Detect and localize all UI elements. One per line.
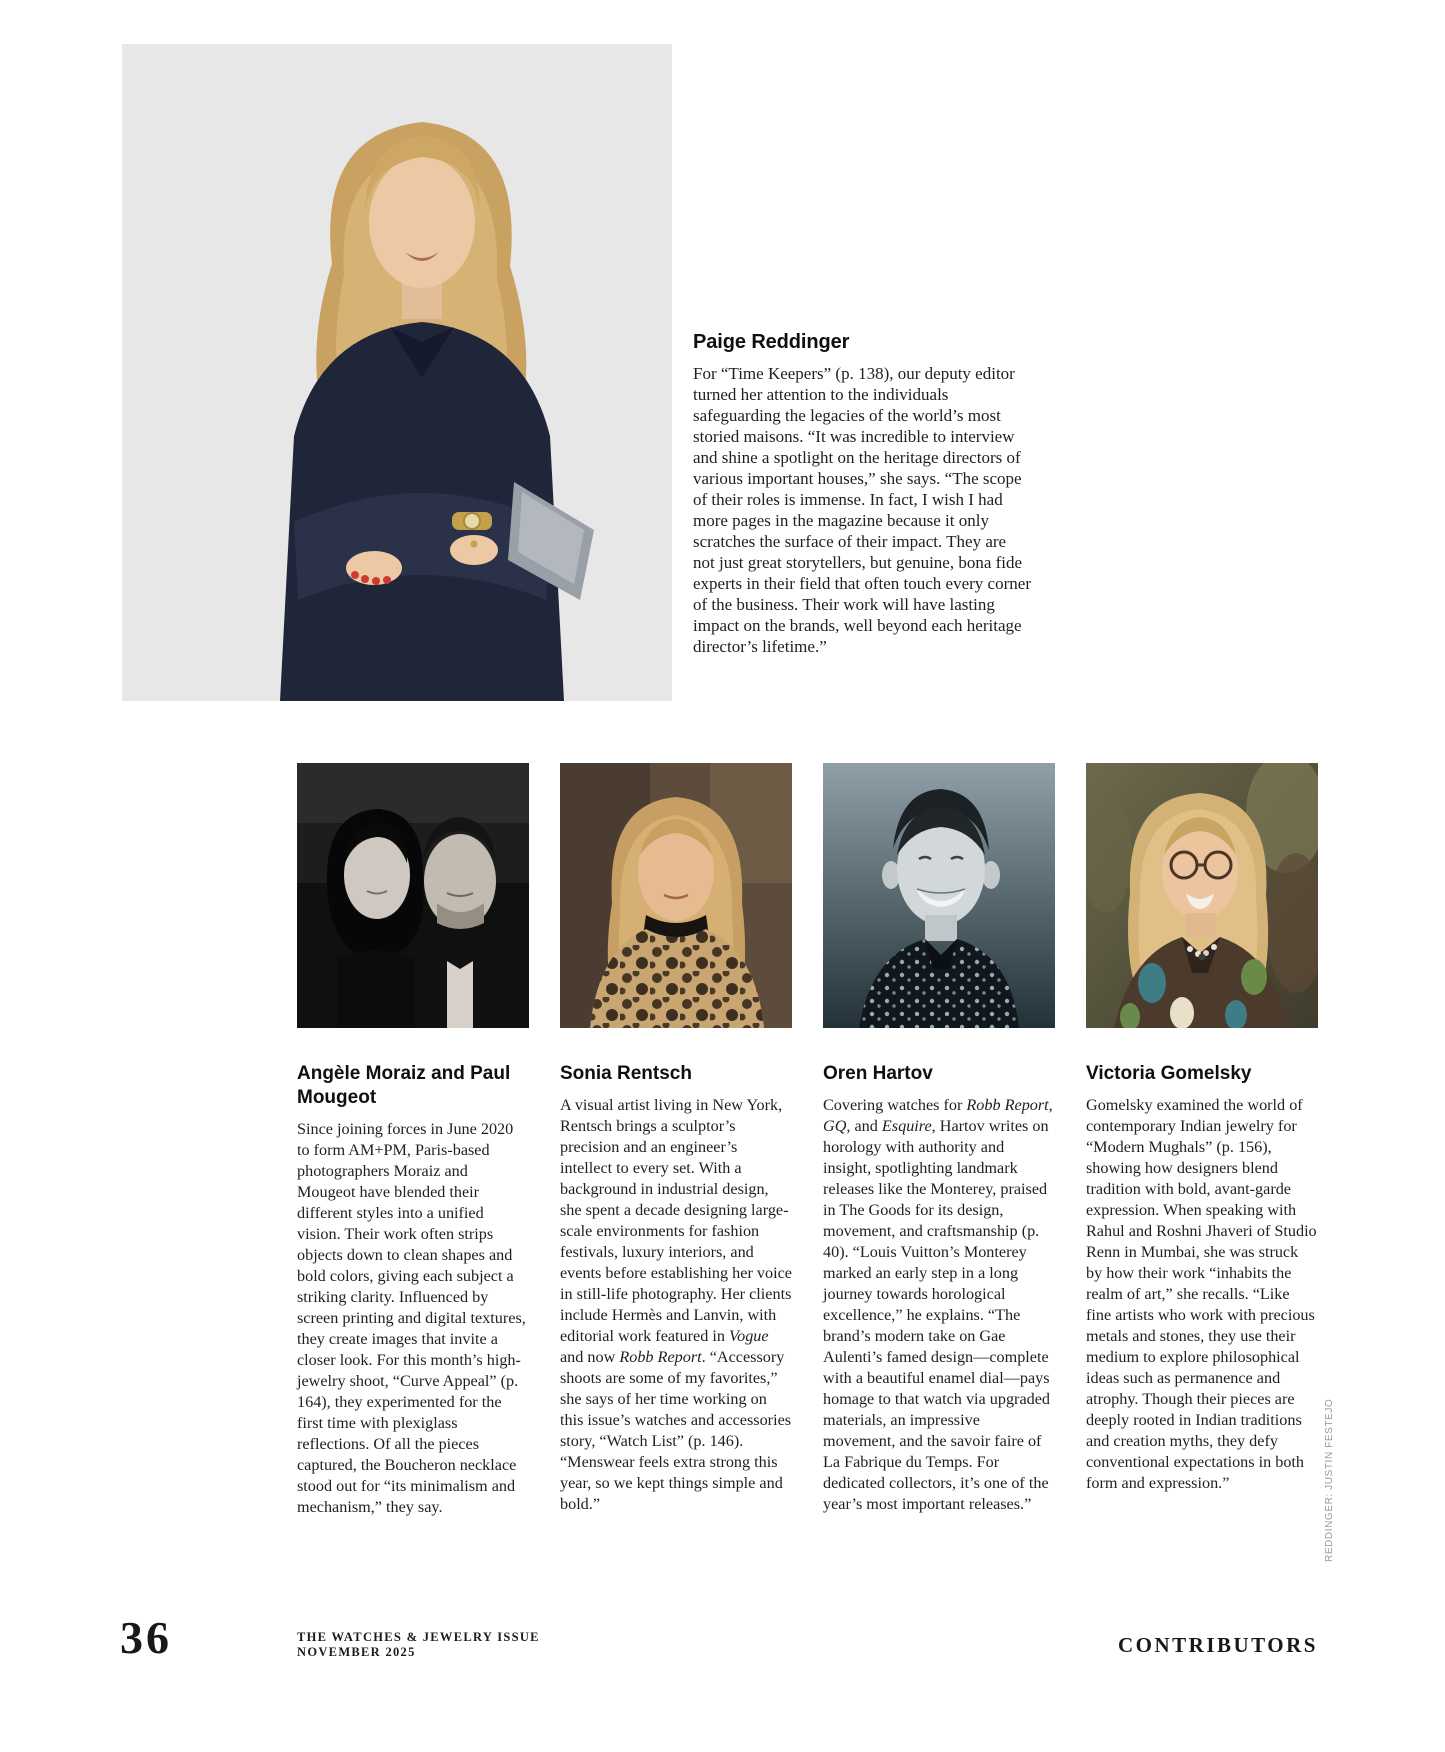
feature-section [693,330,1031,657]
issue-info [297,1630,540,1660]
contributor-name-oren-hartov: Oren Hartov [823,1063,933,1084]
photo-credit: REDDINGER: JUSTIN FESTEJO [1324,1398,1335,1562]
contributor-name-sonia-rentsch: Sonia Rentsch [560,1063,692,1084]
contributor-column [823,763,1055,1515]
contributor-column [297,763,529,1518]
issue-title: THE WATCHES & JEWELRY ISSUE [297,1630,540,1644]
paige-reddinger-photo [122,44,672,701]
sonia-rentsch-photo [560,763,792,1028]
contributor-bio-moraiz-mougeot: Since joining forces in June 2020 to form AM+PM, Paris-based photographers Moraiz and Mougeot have blended their different styles into a unified vision. Their work often strips objects down to clean shapes and bold colors, giving each subject a striking clarity. Influenced by screen printing and digital textures, they create images that invite a closer look. For this month’s high-jewelry shoot, “Curve Appeal” (p. 164), they experimented for the first time with plexiglass reflections. Of all the pieces captured, the Boucheron necklace stood out for “its minimalism and mechanism,” they say. [297,1120,526,1516]
contributor-column [560,763,792,1515]
contributor-column [1086,763,1318,1494]
issue-date: NOVEMBER 2025 [297,1645,416,1659]
contributor-bio-oren-hartov: Covering watches for Robb Report, GQ, and Esquire, Hartov writes on horology with authority and insight, spotlighting landmark releases like the Monterey, praised in The Goods for its design, movement, and craftsmanship (p. 40). “Louis Vuitton’s Monterey marked an early step in a long journey towards horological excellence,” he explains. “The brand’s modern take on Gae Aulenti’s famed design—complete with a beautiful enamel dial—pays homage to that watch via upgraded materials, an impressive movement, and the savoir faire of La Fabrique du Temps. For dedicated collectors, it’s one of the year’s most important releases.” [823,1096,1053,1513]
page-number: 36 [120,1612,172,1663]
contributor-name-victoria-gomelsky: Victoria Gomelsky [1086,1063,1252,1084]
moraiz-mougeot-photo [297,763,529,1028]
contributor-bio-sonia-rentsch: A visual artist living in New York, Rentsch brings a sculptor’s precision and an engineer’s intellect to every set. With a background in industrial design, she spent a decade designing large-scale environments for fashion festivals, luxury interiors, and events before establishing her voice in still-life photography. Her clients include Hermès and Lanvin, with editorial work featured in Vogue and now Robb Report. “Accessory shoots are some of my favorites,” she says of her time working on this issue’s watches and accessories story, “Watch List” (p. 146). “Menswear feels extra strong this year, so we kept things simple and bold.” [560,1096,792,1513]
contributor-bio-victoria-gomelsky: Gomelsky examined the world of contemporary Indian jewelry for “Modern Mughals” (p. 156), showing how designers blend tradition with bold, avant-garde expression. When speaking with Rahul and Roshni Jhaveri of Studio Renn in Mumbai, she was struck by how their work “inhabits the realm of art,” she recalls. “Like fine artists who work with precious metals and stones, they use their medium to explore philosophical ideas such as permanence and atrophy. Though their pieces are deeply rooted in Indian traditions and creation myths, they defy conventional expectations in both form and expression.” [1086,1096,1317,1492]
contributor-bio-paige-reddinger: For “Time Keepers” (p. 138), our deputy editor turned her attention to the individuals safeguarding the legacies of the world’s most storied maisons. “It was incredible to interview and shine a spotlight on the heritage directors of various important houses,” she says. “The scope of their roles is immense. In fact, I wish I had more pages in the magazine because it only scratches the surface of their impact. They are not just great storytellers, but genuine, bona fide experts in their field that often touch every corner of the business. Their work will have lasting impact on the brands, well beyond each heritage director’s lifetime.” [693,364,1031,656]
section-label: CONTRIBUTORS [1118,1633,1318,1657]
contributor-name-paige-reddinger: Paige Reddinger [693,331,850,353]
contributor-name-moraiz-mougeot: Angèle Moraiz and Paul Mougeot [297,1063,511,1108]
victoria-gomelsky-photo [1086,763,1318,1028]
oren-hartov-photo [823,763,1055,1028]
